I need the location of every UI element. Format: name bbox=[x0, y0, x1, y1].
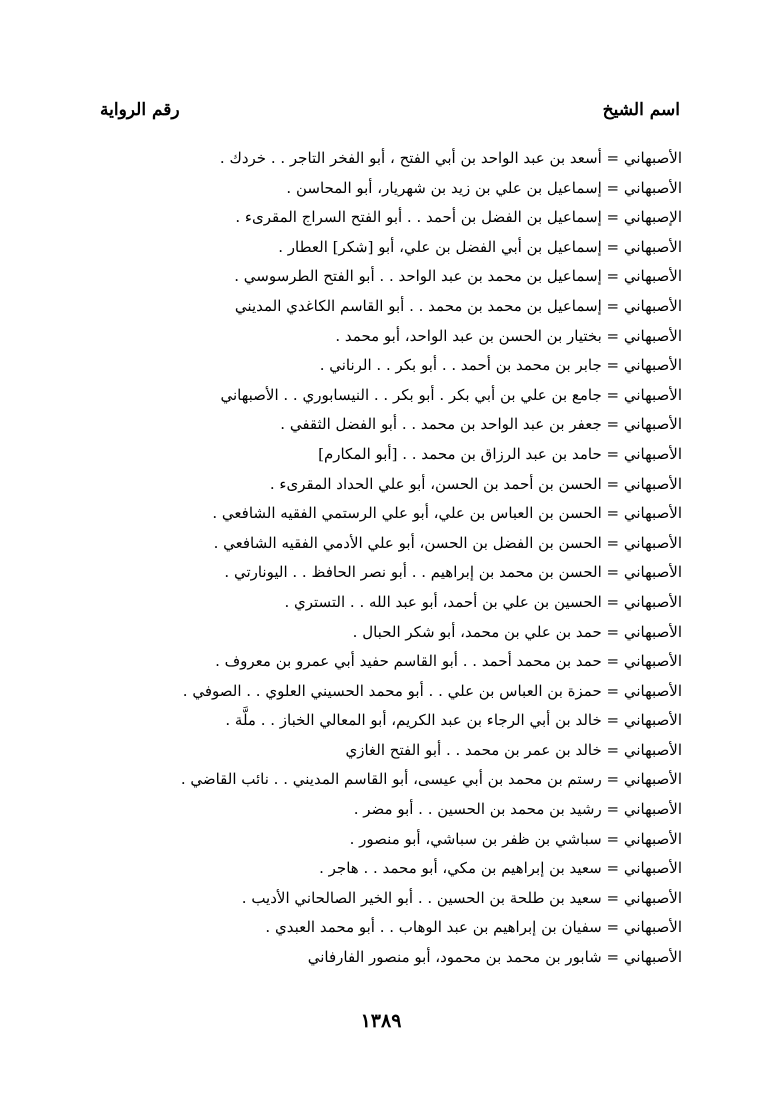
sheikh-entry: الأصبهاني = حمد بن علي بن محمد، أبو شكر الحبال . bbox=[352, 622, 682, 641]
sheikh-entry: الأصبهاني = حمد بن محمد أحمد . . أبو القاسم حفيد أبي عمرو بن معروف . bbox=[215, 652, 682, 671]
sheikh-entry: الأصبهاني = إسماعيل بن أبي الفضل بن علي، أبو [شكر] العطار . bbox=[278, 237, 682, 256]
narration-number-header: رقم الرواية bbox=[100, 100, 180, 120]
sheikh-entry: الأصبهاني = خالد بن أبي الرجاء بن عبد الكريم، أبو المعالي الخباز . . ملَّة . bbox=[225, 711, 682, 730]
sheikh-entry: الأصبهاني = حامد بن عبد الرزاق بن محمد . . [أبو المكارم] bbox=[318, 444, 682, 463]
sheikh-entry: الأصبهاني = حمزة بن العباس بن علي . . أبو محمد الحسيني العلوي . . الصوفي . bbox=[182, 681, 682, 700]
sheikh-name-header: اسم الشيخ bbox=[602, 100, 680, 120]
sheikh-entry: الأصبهاني = إسماعيل بن علي بن زيد بن شهريار، أبو المحاسن . bbox=[286, 178, 682, 197]
sheikh-entry: الأصبهاني = الحسين بن علي بن أحمد، أبو عبد الله . . التستري . bbox=[284, 592, 682, 611]
sheikh-entry: الأصبهاني = خالد بن عمر بن محمد . . أبو الفتح الغازي bbox=[345, 740, 682, 759]
sheikh-entry: الأصبهاني = جامع بن علي بن أبي بكر . أبو بكر . . النيسابوري . . الأصبهاني bbox=[220, 385, 682, 404]
sheikh-entry: الأصبهاني = جابر بن محمد بن أحمد . . أبو بكر . . الرناني . bbox=[319, 356, 682, 375]
sheikh-entry: الأصبهاني = سعيد بن إبراهيم بن مكي، أبو محمد . . هاجر . bbox=[319, 859, 682, 878]
sheikh-entry: الأصبهاني = شابور بن محمد بن محمود، أبو منصور الفارفاني bbox=[307, 948, 682, 967]
sheikh-entry: الأصبهاني = إسماعيل بن محمد بن محمد . . أبو القاسم الكاغدي المديني bbox=[234, 296, 682, 315]
sheikh-entry: الأصبهاني = بختيار بن الحسن بن عبد الواحد، أبو محمد . bbox=[335, 326, 682, 345]
sheikh-entry: الإصبهاني = إسماعيل بن الفضل بن أحمد . . أبو الفتح السراج المقرىء . bbox=[235, 208, 682, 227]
sheikh-entry: الأصبهاني = الحسن بن العباس بن علي، أبو علي الرستمي الفقيه الشافعي . bbox=[212, 504, 682, 523]
sheikh-list bbox=[82, 144, 682, 973]
sheikh-entry: الأصبهاني = الحسن بن أحمد بن الحسن، أبو علي الحداد المقرىء . bbox=[269, 474, 682, 493]
sheikh-entry: الأصبهاني = سباشي بن ظفر بن سباشي، أبو منصور . bbox=[349, 829, 682, 848]
sheikh-entry: الأصبهاني = سعيد بن طلحة بن الحسين . . أبو الخير الصالحاني الأديب . bbox=[241, 888, 682, 907]
sheikh-entry: الأصبهاني = إسماعيل بن محمد بن عبد الواحد . . أبو الفتح الطرسوسي . bbox=[234, 267, 682, 286]
column-headers bbox=[100, 100, 680, 130]
sheikh-entry: الأصبهاني = جعفر بن عبد الواحد بن محمد . . أبو الفضل الثقفي . bbox=[280, 415, 682, 434]
sheikh-entry: الأصبهاني = سفيان بن إبراهيم بن عبد الوهاب . . أبو محمد العبدي . bbox=[265, 918, 682, 937]
sheikh-entry: الأصبهاني = رشيد بن محمد بن الحسين . . أبو مضر . bbox=[353, 800, 682, 819]
sheikh-entry: الأصبهاني = الحسن بن الفضل بن الحسن، أبو علي الأدمي الفقيه الشافعي . bbox=[213, 533, 682, 552]
sheikh-entry: الأصبهاني = الحسن بن محمد بن إبراهيم . . أبو نصر الحافظ . . اليونارتي . bbox=[224, 563, 682, 582]
sheikh-entry: الأصبهاني = رستم بن محمد بن أبي عيسى، أبو القاسم المديني . . نائب القاضي . bbox=[180, 770, 682, 789]
page-number: ١٣٨٩ bbox=[360, 1010, 402, 1032]
sheikh-entry: الأصبهاني = أسعد بن عبد الواحد بن أبي الفتح ، أبو الفخر التاجر . . خردك . bbox=[219, 149, 682, 167]
